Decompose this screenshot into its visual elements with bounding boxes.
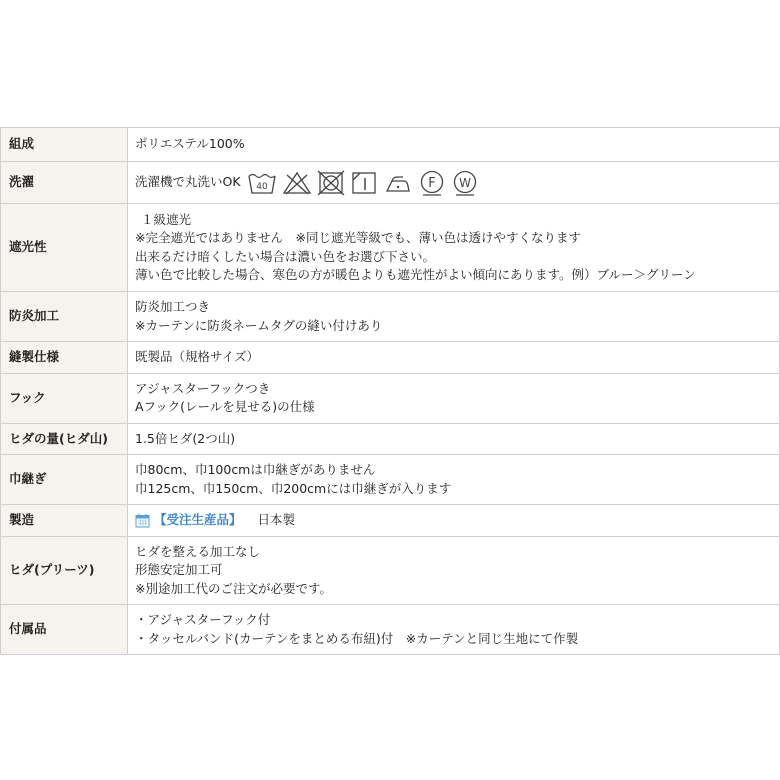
row-value: ポリエステル100% [128,128,780,162]
row-label: 付属品 [1,605,128,655]
row-label: 縫製仕様 [1,342,128,374]
row-label: 巾継ぎ [1,455,128,505]
row-value [128,373,780,423]
accessory-item: ・タッセルバンド(カーテンをまとめる布紐)付 ※カーテンと同じ生地にて作製 [135,630,579,646]
pleats-note: ※別途加工代のご注文が必要です。 [135,580,332,596]
row-accessories [1,605,780,655]
no-bleach-icon [282,170,312,196]
row-sewing [1,342,780,374]
washing-text: 洗濯機で丸洗いOK [135,174,241,190]
row-label: 遮光性 [1,204,128,292]
pleats-text: ヒダを整える加工なし [135,543,261,559]
row-value [128,292,780,342]
row-manufacture [1,505,780,537]
row-label: ヒダ(プリーツ) [1,536,128,605]
row-label: 防炎加工 [1,292,128,342]
no-tumble-dry-icon [317,170,345,196]
seam-text: 巾80cm、巾100cmは巾継ぎがありません [135,462,376,477]
row-value [128,455,780,505]
calendar-icon [135,513,150,528]
blackout-grade: １級遮光 [141,211,192,227]
care-icons [247,169,484,197]
origin-text: 日本製 [257,512,296,527]
row-label: 組成 [1,128,128,162]
hook-text: Aフック(レールを見せる)の仕様 [135,399,315,414]
wash-40-icon [247,170,277,196]
row-washing [1,162,780,204]
flameproof-note: ※カーテンに防炎ネームタグの縫い付けあり [135,317,383,333]
row-hook [1,373,780,423]
dry-clean-f-icon [418,169,446,197]
iron-low-icon [383,170,413,196]
svg-text:40: 40 [255,181,268,192]
row-label: フック [1,373,128,423]
pleats-text: 形態安定加工可 [135,562,223,577]
blackout-note: 出来るだけ暗くしたい場合は濃い色をお選び下さい。 [135,248,436,264]
seam-text: 巾125cm、巾150cm、巾200cmには巾継ぎが入ります [135,480,452,496]
row-value [128,204,780,292]
row-seam [1,455,780,505]
svg-text:W: W [458,175,471,190]
blackout-note: 薄い色で比較した場合、寒色の方が暖色よりも遮光性がよい傾向にあります。例）ブルー＞グリーン [135,267,696,282]
row-composition [1,128,780,162]
row-value [128,605,780,655]
row-pleat-amount [1,423,780,455]
row-value [128,162,780,204]
row-label: ヒダの量(ヒダ山) [1,423,128,455]
wet-clean-w-icon [451,169,479,197]
accessory-item: ・アジャスターフック付 [135,612,271,627]
row-value: 1.5倍ヒダ(2つ山) [128,423,780,455]
row-value [128,505,780,537]
row-pleats [1,536,780,605]
row-label: 製造 [1,505,128,537]
spec-table [0,127,780,655]
svg-text:F: F [427,175,436,191]
row-label: 洗濯 [1,162,128,204]
row-value [128,536,780,605]
row-value: 既製品（規格サイズ） [128,342,780,374]
flameproof-text: 防炎加工つき [135,299,211,314]
line-dry-shade-icon [350,170,378,196]
row-flameproof [1,292,780,342]
made-to-order-tag: 【受注生産品】 [154,512,242,527]
blackout-note: ※完全遮光ではありません ※同じ遮光等級でも、薄い色は透けやすくなります [135,230,581,245]
row-blackout [1,204,780,292]
hook-text: アジャスターフックつき [135,380,271,396]
